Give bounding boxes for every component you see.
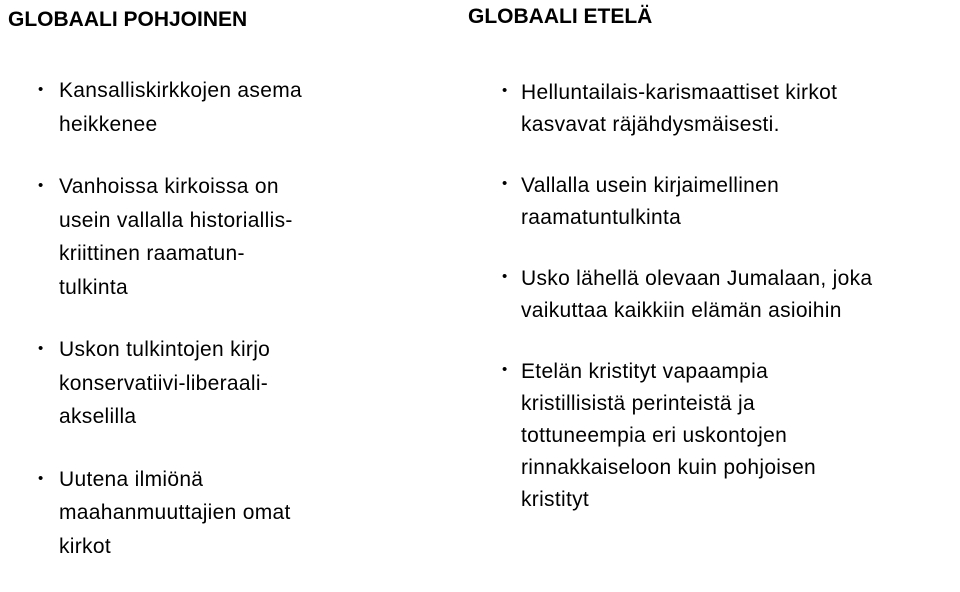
- list-item-line: kristityt: [521, 488, 590, 511]
- list-item: [502, 263, 952, 327]
- bullet-icon: •: [38, 81, 44, 98]
- list-item-line: raamatuntulkinta: [521, 206, 682, 229]
- heading-global-north: GLOBAALI POHJOINEN: [8, 8, 248, 31]
- list-item-line: usein vallalla historiallis-: [59, 208, 293, 232]
- list-item-line: tottuneempia eri uskontojen: [521, 424, 788, 447]
- list-item-line: heikkenee: [59, 112, 158, 136]
- list-item-line: kirkot: [59, 534, 111, 558]
- list-item-line: konservatiivi-liberaali-: [59, 371, 269, 395]
- list-item: [38, 74, 438, 141]
- list-item: [38, 170, 438, 304]
- bullet-list-global-north: [38, 74, 438, 592]
- bullet-icon: •: [502, 361, 508, 378]
- heading-global-south: GLOBAALI ETELÄ: [468, 5, 653, 28]
- list-item-line: Vallalla usein kirjaimellinen: [521, 174, 780, 197]
- bullet-icon: •: [38, 340, 44, 357]
- list-item-line: Kansalliskirkkojen asema: [59, 79, 302, 102]
- list-item: [38, 333, 438, 434]
- bullet-icon: •: [502, 175, 508, 192]
- bullet-icon: •: [38, 177, 44, 194]
- list-item-line: akselilla: [59, 405, 137, 428]
- list-item-line: vaikuttaa kaikkiin elämän asioihin: [521, 299, 842, 322]
- list-item-line: Etelän kristityt vapaampia: [521, 360, 769, 383]
- list-item-line: tulkinta: [59, 275, 128, 299]
- list-item-line: Uskon tulkintojen kirjo: [59, 338, 271, 361]
- bullet-list-global-south: [502, 77, 952, 545]
- list-item-line: rinnakkaiseloon kuin pohjoisen: [521, 456, 817, 479]
- list-item-line: Vanhoissa kirkoissa on: [59, 175, 279, 198]
- list-item-line: kristillisistä perinteistä ja: [521, 392, 755, 415]
- bullet-icon: •: [502, 82, 508, 99]
- list-item: [502, 356, 952, 516]
- list-item-line: maahanmuuttajien omat: [59, 501, 291, 524]
- list-item-line: Usko lähellä olevaan Jumalaan, joka: [521, 267, 873, 290]
- list-item: [502, 77, 952, 141]
- list-item: [502, 170, 952, 234]
- list-item-line: kasvavat räjähdysmäisesti.: [521, 113, 780, 136]
- list-item: [38, 463, 438, 564]
- bullet-icon: •: [502, 268, 508, 285]
- list-item-line: Uutena ilmiönä: [59, 467, 204, 491]
- bullet-icon: •: [38, 469, 44, 487]
- list-item-line: Helluntailais-karismaattiset kirkot: [521, 81, 838, 104]
- list-item-line: kriittinen raamatun-: [59, 242, 245, 265]
